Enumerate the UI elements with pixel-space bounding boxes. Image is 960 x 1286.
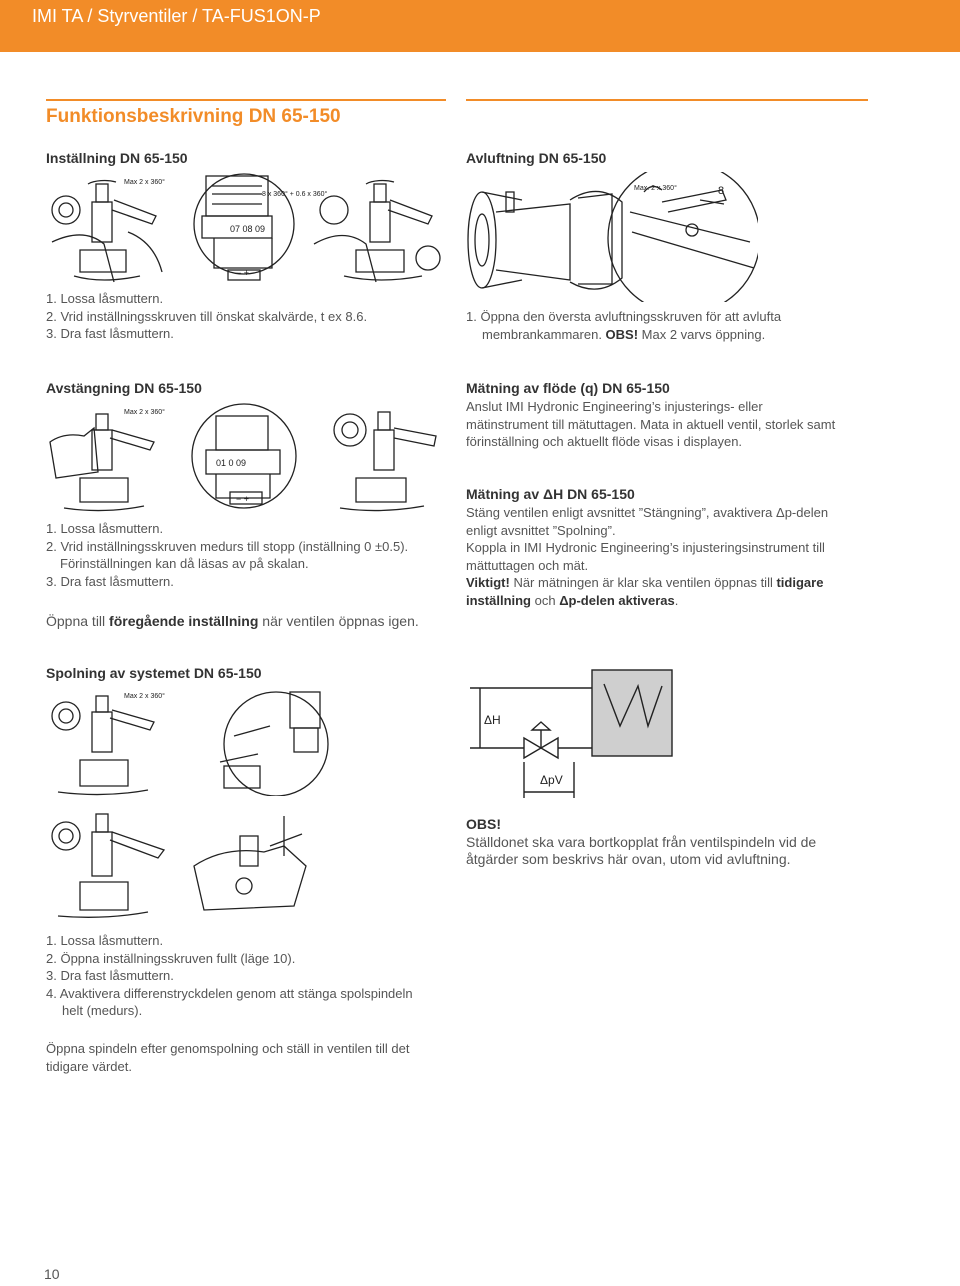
rule-right: [466, 99, 868, 101]
spolning-obs: [466, 816, 816, 869]
installning-figure: [44, 172, 444, 286]
spolning-final: [46, 1040, 410, 1075]
matning-dh-viktigt-text-2: och: [531, 592, 560, 608]
avluftning-steps: [466, 308, 781, 343]
avluftning-step-text-2: Max 2 varvs öppning.: [638, 326, 766, 342]
matning-flode-line-3: förinställning och aktuellt flöde visas i displayen.: [466, 434, 743, 449]
matning-dh-heading: Mätning av ΔH DN 65-150: [466, 486, 635, 502]
matning-dh-viktigt-bold-1: tidigare: [776, 575, 824, 590]
header-title: IMI TA / Styrventiler / TA-FUS1ON-P: [32, 6, 321, 26]
matning-flode-heading: Mätning av flöde (q) DN 65-150: [466, 380, 670, 396]
matning-dh-text: [466, 504, 828, 609]
avluftning-obs: OBS!: [605, 326, 639, 342]
page-header: [0, 0, 960, 52]
matning-dh-viktigt: Viktigt!: [466, 575, 510, 590]
avluftning-step-line-2: [466, 326, 781, 344]
spolning-figure-top: [44, 686, 334, 796]
avstangning-step-2b: Förinställningen kan då läsas av på skalan.: [60, 556, 309, 571]
avstangning-note: [46, 613, 419, 631]
spolning-heading: Spolning av systemet DN 65-150: [46, 665, 262, 681]
installning-step-1: 1. Lossa låsmuttern.: [46, 291, 164, 306]
matning-dh-viktigt-line-2: [466, 592, 828, 610]
avstangning-fig-label: Max 2 x 360°: [124, 409, 165, 416]
spolning-obs-line-2: åtgärder som beskrivs här ovan, utom vid avluftning.: [466, 851, 791, 867]
installning-heading: Inställning DN 65-150: [46, 150, 188, 166]
svg-text:− +: − +: [236, 494, 250, 504]
matning-dh-line-4: mättuttagen och mät.: [466, 557, 589, 573]
page-title: Funktionsbeskrivning DN 65-150: [46, 106, 341, 127]
avstangning-note-text: Öppna till: [46, 613, 110, 629]
spolning-obs-title: OBS!: [466, 816, 501, 832]
installning-step-3: 3. Dra fast låsmuttern.: [46, 326, 174, 341]
avluftning-fig-label-1: Max. 2 x 360°: [634, 185, 677, 192]
matning-flode-line-1: Anslut IMI Hydronic Engineering’s injusterings- eller: [466, 399, 763, 414]
installning-steps: [46, 290, 367, 343]
spolning-step-3: 3. Dra fast låsmuttern.: [46, 968, 174, 983]
spolning-step-4: 4. Avaktivera differenstryckdelen genom att stänga spolspindeln: [46, 985, 413, 1001]
avstangning-step-2: 2. Vrid inställningsskruven medurs till stopp (inställning 0 ±0.5).: [46, 538, 409, 554]
matning-dh-viktigt-bold-2: inställning: [466, 592, 531, 608]
spolning-obs-line-1: Ställdonet ska vara bortkopplat från ventilspindeln vid de: [466, 833, 817, 850]
spolning-figure-bottom: [44, 806, 334, 920]
installning-fig-label-2: 8 x 360° + 0.6 x 360°: [262, 191, 328, 198]
avluftning-fig-label-2: 8: [718, 185, 725, 197]
avluftning-figure: [462, 172, 758, 302]
matning-dh-viktigt-text: När mätningen är klar ska ventilen öppnas till: [509, 575, 777, 590]
spolning-final-line-1: Öppna spindeln efter genomspolning och ställ in ventilen till det: [46, 1041, 410, 1056]
diagram-dpv-label: ΔpV: [540, 773, 563, 787]
avluftning-step-text: membrankammaren.: [482, 326, 606, 342]
installning-step-2: 2. Vrid inställningsskruven till önskat skalvärde, t ex 8.6.: [46, 308, 368, 324]
matning-dh-line-2: enligt avsnittet ”Spolning”.: [466, 522, 616, 538]
spolning-diagram: [470, 666, 680, 806]
diagram-dh-label: ΔH: [484, 713, 501, 727]
matning-dh-viktigt-line-1: [466, 574, 828, 592]
avluftning-heading: Avluftning DN 65-150: [466, 150, 607, 166]
avstangning-note-bold: föregående inställning: [109, 613, 259, 629]
matning-dh-viktigt-bold-3: Δp-delen aktiveras: [559, 592, 675, 608]
page-number: 10: [44, 1266, 60, 1282]
matning-dh-line-3: Koppla in IMI Hydronic Engineering’s injusteringsinstrument till: [466, 540, 825, 555]
matning-flode-line-2: mätinstrument till mätuttagen. Mata in aktuell ventil, storlek samt: [466, 416, 836, 432]
matning-flode-text: [466, 398, 835, 451]
svg-text:01 0 09: 01 0 09: [216, 458, 247, 468]
avstangning-step-3: 3. Dra fast låsmuttern.: [46, 573, 174, 589]
spolning-step-2: 2. Öppna inställningsskruven fullt (läge 10).: [46, 950, 296, 966]
spolning-fig-label: Max 2 x 360°: [124, 693, 165, 700]
spolning-step-1: 1. Lossa låsmuttern.: [46, 933, 164, 948]
rule-left: [46, 99, 446, 101]
matning-dh-viktigt-end: .: [674, 592, 679, 608]
svg-text:− +: − +: [236, 268, 250, 278]
spolning-steps: [46, 932, 413, 1020]
installning-fig-label-1: Max 2 x 360°: [124, 179, 165, 186]
matning-dh-line-1: Stäng ventilen enligt avsnittet ”Stängning”, avaktivera Δp-delen: [466, 505, 829, 520]
avstangning-steps: [46, 520, 408, 590]
spolning-final-line-2: tidigare värdet.: [46, 1058, 132, 1074]
avstangning-heading: Avstängning DN 65-150: [46, 380, 202, 396]
heat-exchanger-box: [592, 670, 672, 756]
svg-text:07 08 09: 07 08 09: [230, 224, 266, 234]
spolning-step-4b: helt (medurs).: [62, 1003, 143, 1018]
avstangning-note-text-2: när ventilen öppnas igen.: [258, 613, 419, 629]
avstangning-figure: [44, 402, 444, 514]
avluftning-step-line-1: 1. Öppna den översta avluftningsskruven för att avlufta: [466, 309, 782, 324]
avstangning-step-1: 1. Lossa låsmuttern.: [46, 521, 164, 536]
